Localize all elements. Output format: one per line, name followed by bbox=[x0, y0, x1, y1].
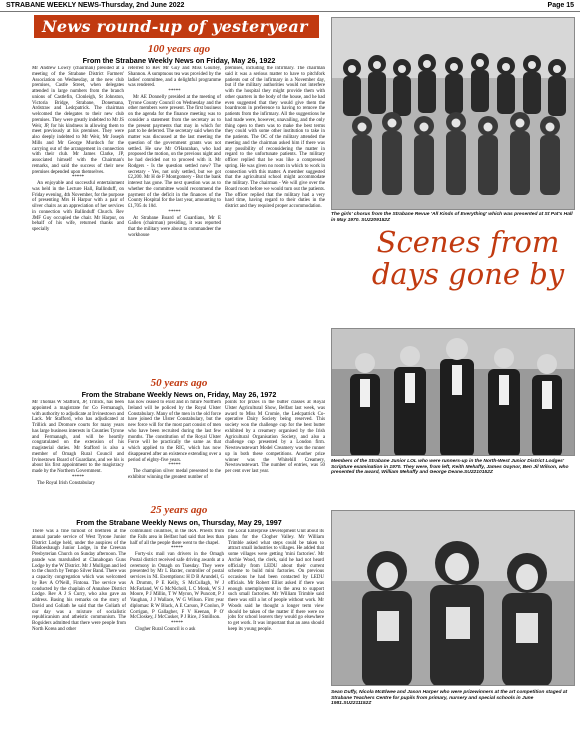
photo-caption-junior-lol: Members of the Strabane Junior LOL who were runners-up in the North-West Junior District Lodges' Scripture examination in 1970. They were, from left, Keith Mehaffy, James Gaynor, Ben Jil Wilson, who presented the award, William Mehaffy and George Deane.SU2210152Z bbox=[331, 459, 569, 476]
scenes-heading bbox=[363, 226, 573, 290]
photo-girls-chorus bbox=[331, 17, 575, 210]
paragraph: The Royal Irish Constabulary bbox=[37, 480, 95, 486]
article-column-25-1 bbox=[32, 529, 126, 732]
paragraph: The champion silver medal presented to the exhibitor winning the greatest number of bbox=[128, 469, 221, 480]
era-subtitle-100: From the Strabane Weekly News on Friday, May 26, 1922 bbox=[82, 56, 276, 65]
separator: ***** bbox=[71, 175, 85, 181]
article-column-100-2 bbox=[128, 66, 221, 374]
paragraph: communist countries, in the IRA. Priests from the Falls area in Belfast had said that less than half of all the people there went to the chapel. bbox=[130, 529, 224, 546]
page-header bbox=[0, 0, 580, 12]
era-heading-50: 50 years ago bbox=[150, 377, 208, 389]
paragraph: There was a fine turnout of brethren at the annual parade service of West Tyrone Junior District Lodge held, under the auspices of the Bladoesbaugh Junior Lodge, in the Creevan Presbyterian Church on Sunday afternoon. The parade was marshalled at Clanabogan Guns Lodge by the W District. Mr J Mulligan and led to the church by Tempo Silver Band. There was a capacity congregation which was welcomed by Rev A O'Neill, Fintona. The service was conducted by the chaplain of Annahoe District Lodge. Rev A J S Curry, who also gave an address. Basing his remarks on the story of David and Goliath he said that the Goliath of our day was a mixture of socialistic republicanism and atheistic communism. The Bogsiders admitted that there were people from North Korea and other bbox=[32, 529, 126, 632]
paragraph: Mr Thomas W Stafford, JP, Trillick, has been appointed a magistrate for Co Fermanagh, with authority to adjudicate at Irvinestown and Lack. Mr Stafford, who has adjudicated at Trillick and Dromore courts for many years has large business interests in Counties Tyrone and Fermanagh, and will be heartily congratulated on the extension of his magisterial duties. Mr Stafford is also a member of Omagh Rural Council and Irvinestown Board of Guardians, and we his is about his first appointment to the magistracy made by the Northern Government. bbox=[32, 400, 124, 474]
paragraph: Forty-six mail van drivers in the Omagh Postal district received safe driving awards at a ceremony in Omagh on Tuesday. They were presented by Mr L Baxter, controller of postal services in NI. Exemptions: H D B Arundell, G A Drumm, P E Kelly, S McCullagh, W J McFarland, W G McNicholl, L C Monk, W S J Moore, P J Millin, T W Myron, W Puncott, P J Vaughan, J J Wallace, W G Wilson. First year diplomas: R W Black, A E Carson, P Conlon, P Corrigan, P Gallagher, F V Keenan, P O' McCloskey, J McCusker, P J Rice, J Smillson. bbox=[130, 552, 224, 621]
article-column-25-2 bbox=[130, 529, 224, 732]
photo-junior-lol bbox=[331, 328, 575, 456]
separator: ***** bbox=[170, 621, 184, 626]
paragraph: referred to Rev Mr Guy and Miss Gourley, Shannon. A sumptuous tea was provided by the ladies' committee, and a delightful programme was rendered. bbox=[128, 66, 221, 89]
photo-art-competition-image bbox=[332, 511, 575, 686]
article-column-50-2 bbox=[128, 400, 221, 512]
paragraph: Mr AE Donnelly presided at the meeting of Tyrone County Council on Wednesday and the other members were present. The first business on the agenda for the finance meeting was to consider a statement from the secretary as to the present payments that may in which for part to be deferred. The secretary said when the matter was discussed at the last meeting the question of the government grants was not settled. He saw Mr O'Hanrahan, who had proposed the motion, on the previous night and he had decided not to proceed with it. Mr Rodgers - Is the question settled now? The secretary - Yes, not only settled, but we got £2,200. Mr H de F Montgomery - But the bank interest has gone. The next question was as to whether the committee would recommend the payment of the deficit in the finances of the County Hospital for the last year, amounting to £1,705 4s 10d. bbox=[128, 94, 221, 209]
section-banner: News round-up of yesteryear bbox=[34, 15, 319, 38]
era-subtitle-50: From the Strabane Weekly News on, Friday, May 26, 1972 bbox=[81, 390, 277, 399]
paragraph: At Strabane Board of Guardians, Mr E Gallen (chairman) presiding, it was reported that the military were about to commandeer the workhouse bbox=[128, 215, 221, 238]
photo-caption-art-competition: Sean Duffy, Nicola McElwee and Jason Harper who were prizewinners at the art competition staged at Strabane Teachers Centre for pupils from primary, nursery and special schools in June 1981.SU2211152Z bbox=[331, 690, 568, 707]
paragraph: has now ceased to exist and in future Northern Ireland will be policed by the Royal Ulster Constabulary. Many of the men in the old force have joined the Ulster Constabulary, but the new force will for the most part consist of men who have been recruited during the last few months. The constitution of the Royal Ulster Force will be practically the same as that which applied to the RIC, which has now disappeared after an existence extending over a period of eighty-five years. bbox=[128, 400, 221, 463]
scenes-heading-line1: Scenes from bbox=[376, 225, 560, 259]
paragraph: the Local Enterprise Development Unit about its plans for the Clogher Valley. Mr William Trimble asked what steps could be taken to attract small industries to villages. He added that some villages were getting 'mini factories'. Mr Archie Wood, the clerk, said he had not heard officially from LEDU about their current scheme to build mini factories. On previous occasions he had been contacted by LEDU officials. Mr Robert Elliot asked if there was enough unemployment in the area to support such small factories. Mr William Trimble said there was still a lot of people without work. Mr Woods said he thought a longer term view should be taken of the matter if there were no jobs for school leavers they would go elsewhere to get work. It was important that an area should keep its young people. bbox=[228, 529, 324, 632]
photo-girls-chorus-image bbox=[332, 18, 575, 210]
separator: ***** bbox=[168, 89, 181, 94]
era-heading-25: 25 years ago bbox=[150, 504, 208, 516]
era-subtitle-25: From the Strabane Weekly News on, Thursday, May 29, 1997 bbox=[76, 518, 282, 527]
article-column-25-3 bbox=[228, 529, 324, 732]
paragraph: Mr Andrew Lowry (chairman) presided at a meeting of the Strabane District Farmers' Association on Wednesday, at the new club premises, Castle Street, when delegates attended in large numbers from the branch unions of Castlefin, Clonleigh, St Johnston, Victoria Bridge, Strabane, Donemana, Ardstraw and Ledcpatrick. The chairman welcomed the delegates to their new club premises. They were greatly indebted to Mr JS Weir, JP, for his kindness in allowing them to meet previously at his premises. They were also deeply indebted to Mr Weir, Mr Joseph Mills and Mr George Murdoch for the carrying out of the arrangement in connection with their club. Mr James Clarke, JP, associated himself with the Chairman's remarks, and said the success of their new premises depended upon themselves. bbox=[32, 66, 124, 175]
paragraph: points for prizes in the butter classes at Royal Ulster Agricultural Show, Belfast last week, was award to Miss M Cromie, the Ledcpatrick Co-operative Dairy Society being reserved. This society won the challenge cup for the best butter exhibited by a creamery organised by the Irish Agricultural Organisation Society, and also a challenge cup presented by a London firm. Newtownstewart Model Creamery was the runner up in both these competitions. Another prize winner was the Whitehill Creamery, Newtownstewart. The number of entries, was 50 per cent over last year. bbox=[225, 400, 325, 474]
separator: ***** bbox=[71, 474, 85, 480]
photo-caption-girls-chorus: The girls' chorus from the Strabane Revue 'All Kinds of Everything' which was presented at St Pat's Hall in May 1970. SU2209152Z bbox=[331, 212, 573, 223]
photo-junior-lol-image bbox=[332, 329, 575, 456]
separator: ***** bbox=[170, 546, 184, 552]
separator: ***** bbox=[168, 209, 181, 215]
scenes-heading-line2: days gone by bbox=[371, 257, 565, 291]
publication-line: STRABANE WEEKLY NEWS-Thursday, 2nd June 2022 bbox=[6, 2, 185, 9]
photo-art-competition bbox=[331, 510, 575, 686]
page-number: Page 15 bbox=[547, 2, 574, 9]
paragraph: An enjoyable and successful entertainment was held in the Lecture Hall, Ballinduff, on Friday evening, 4th November, for the purpose of presenting Mrs H Harpur with a pair of silver chairs as an appreciation of her services in connection with Ballinduff Church. Rev JMF Guy occupied the chair. Mr Harpur, on behalf of his wife, returned thanks and specially bbox=[32, 181, 124, 232]
article-column-100-3 bbox=[225, 66, 325, 374]
separator: ***** bbox=[168, 463, 181, 469]
article-column-50-3 bbox=[225, 400, 325, 512]
article-column-100-1 bbox=[32, 66, 124, 374]
era-heading-100: 100 years ago bbox=[147, 43, 211, 55]
article-column-50-1 bbox=[32, 400, 124, 512]
paragraph: Clogher Rural Council is o ask bbox=[135, 626, 196, 632]
paragraph: premises, including the infirmary. The chairman said it was a serious matter to have to pitchfork patients out of the infirmary in a November day, but if the military authorities would not interfere with the hospital they might provide them with other quarters in the body of the house, and he had even suggested that they would give them the boardroom in preference to having to remove the patients from the infirmary. All the suggestions he had made were, however, unavailing, and the only thing open to them was to make the best terms they could with some other institution to take in the patients. The OC of the military attended the meeting and the chairman asked him if there was any possibility of reconsidering the matter in regard to the unfortunate patients. The military officer replied that he was like a compressed spring. He was given no room in which to work in connection with this matter. A member suggested that the agricultural school might accommodate the military. The chairman - We will give over the Board room before we would turn out the patients. The officer replied that the military had a very hard time, having regard to their duties in the district and they required proper accommodation. bbox=[225, 66, 325, 209]
